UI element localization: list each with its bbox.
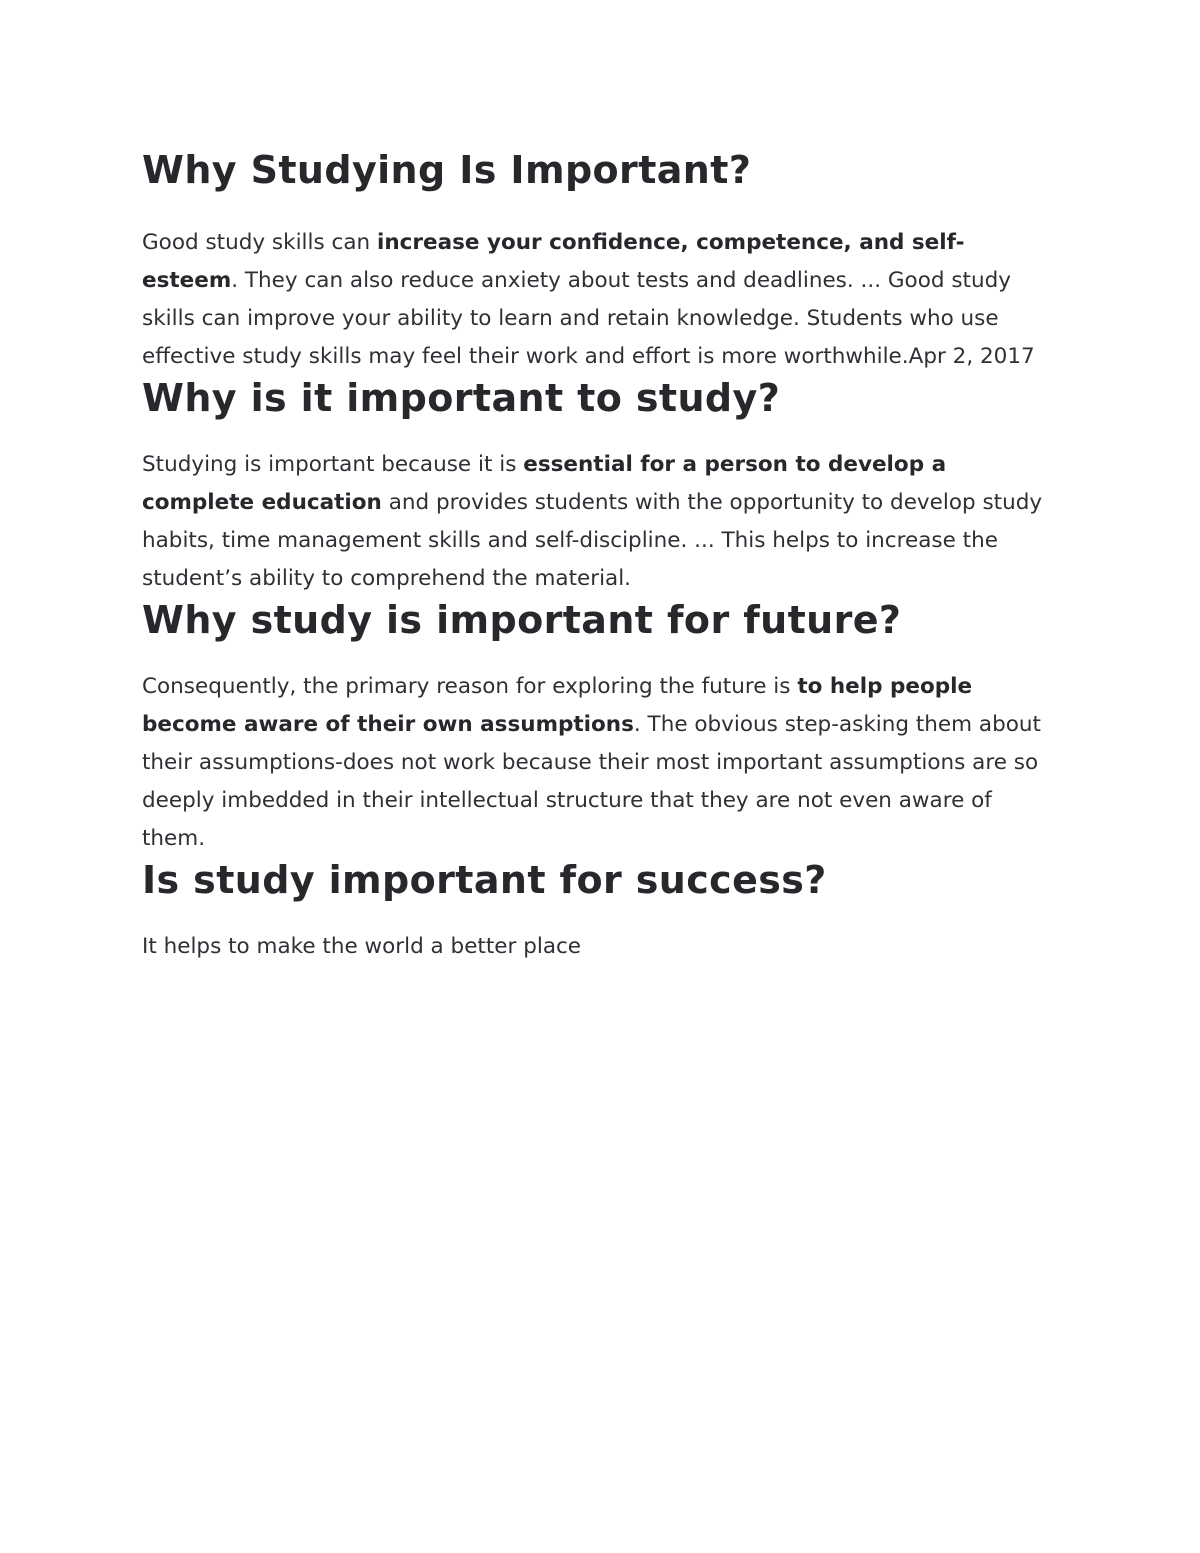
paragraph-text: and provides students with the opportunity to develop study habits, time management skills and self-discipline. ... This helps to increase the student’s ability to comprehend the material. xyxy=(142,490,1043,591)
section-heading: Why study is important for future? xyxy=(142,598,902,642)
section-paragraph xyxy=(142,446,1057,598)
section-heading: Why Studying Is Important? xyxy=(142,148,752,192)
section-is-study-important-for-success xyxy=(142,858,1057,966)
section-heading: Why is it important to study? xyxy=(142,376,781,420)
paragraph-text: Studying is important because it is xyxy=(142,452,524,477)
paragraph-text: . The obvious step-asking them about their assumptions-does not work because their most important assumptions are so deeply imbedded in their intellectual structure that they are not even aware of them. xyxy=(142,712,1041,851)
paragraph-text: . They can also reduce anxiety about tests and deadlines. ... Good study skills can improve your ability to learn and retain knowledge. Students who use effective study skills may feel their work and effort is more worthwhile.Apr 2, 2017 xyxy=(142,268,1035,369)
section-paragraph xyxy=(142,224,1057,376)
section-paragraph xyxy=(142,668,1057,858)
section-why-studying-is-important xyxy=(142,142,1057,376)
paragraph-text: Good study skills can xyxy=(142,230,377,255)
section-heading: Is study important for success? xyxy=(142,858,827,902)
paragraph-text: It helps to make the world a better place xyxy=(142,934,582,959)
paragraph-bold-text: essential for a person to develop a complete education xyxy=(142,452,947,515)
paragraph-text: Consequently, the primary reason for exploring the future is xyxy=(142,674,798,699)
section-why-study-is-important-for-future xyxy=(142,598,1057,858)
paragraph-bold-text: increase your confidence, competence, and self-esteem xyxy=(142,230,965,293)
paragraph-bold-text: to help people become aware of their own assumptions xyxy=(142,674,973,737)
document-page xyxy=(142,138,1057,966)
section-paragraph xyxy=(142,928,1057,966)
section-why-is-it-important-to-study xyxy=(142,376,1057,598)
